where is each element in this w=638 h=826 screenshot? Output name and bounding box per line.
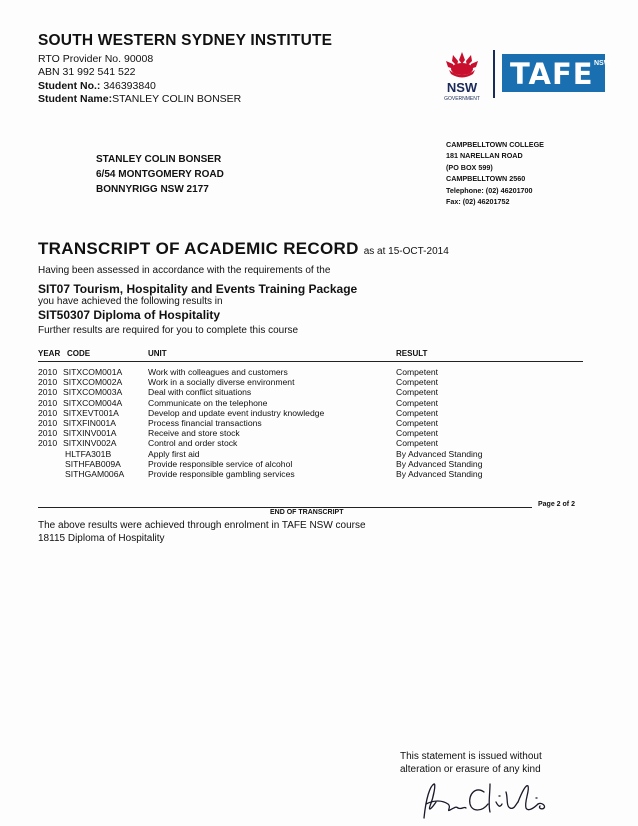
table-row [38, 469, 583, 479]
cell-unit: Receive and store stock [148, 428, 240, 439]
cell-code: SITHGAM006A [65, 468, 125, 479]
table-header-rule [38, 361, 583, 362]
cell-code: SITXCOM001A [63, 367, 123, 377]
cell-code: SITXINV001A [63, 428, 117, 439]
cell-year: 2010 [38, 367, 58, 377]
rto-provider: RTO Provider No. 90008 [38, 53, 154, 65]
cell-year: 2010 [38, 428, 58, 439]
college-line: Telephone: (02) 46201700 [446, 185, 533, 195]
cell-result: Competent [396, 438, 439, 449]
table-row [38, 377, 583, 387]
cell-code: SITXCOM002A [63, 377, 123, 388]
college-line: CAMPBELLTOWN 2560 [446, 174, 526, 184]
qualification-title: SIT50307 Diploma of Hospitality [38, 308, 221, 322]
transcript-date: as at 15-OCT-2014 [363, 246, 449, 257]
results-table [38, 367, 583, 479]
cell-unit: Provide responsible gambling services [148, 468, 295, 479]
table-row [38, 367, 583, 377]
cell-code: SITXEVT001A [63, 407, 119, 418]
college-address [446, 139, 544, 207]
student-name [38, 93, 241, 105]
cell-code: SITXINV002A [63, 438, 117, 449]
nsw-logo-subtext: GOVERNMENT [444, 96, 480, 102]
student-number-value: 346393840 [103, 80, 156, 92]
cell-unit: Work in a socially diverse environment [148, 377, 295, 388]
cell-code: HLTFA301B [65, 448, 112, 459]
transcript-title-text: TRANSCRIPT OF ACADEMIC RECORD [38, 239, 359, 258]
table-row [38, 387, 583, 397]
course-name: 18115 Diploma of Hospitality [38, 533, 165, 544]
cell-code: SITHFAB009A [65, 458, 121, 469]
tafe-nsw-logo [502, 54, 611, 92]
table-row [38, 428, 583, 438]
cell-unit: Control and order stock [148, 438, 238, 449]
cell-unit: Develop and update event industry knowledge [148, 407, 325, 418]
college-line: CAMPBELLTOWN COLLEGE [446, 140, 544, 149]
nsw-government-logo [436, 50, 488, 102]
page-number: Page 2 of 2 [538, 501, 575, 508]
address-line: 6/54 MONTGOMERY ROAD [96, 169, 224, 180]
college-line: Fax: (02) 46201752 [446, 197, 510, 207]
enrolment-statement: The above results were achieved through enrolment in TAFE NSW course [38, 520, 366, 531]
tafe-logo-text: TAFE [510, 57, 594, 91]
cell-result: By Advanced Standing [396, 468, 483, 479]
cell-result: Competent [396, 428, 439, 439]
institute-name: SOUTH WESTERN SYDNEY INSTITUTE [38, 32, 333, 49]
table-row [38, 438, 583, 448]
header-unit: UNIT [148, 349, 167, 358]
table-row [38, 449, 583, 459]
cell-result: Competent [396, 417, 439, 428]
logo-divider [493, 50, 495, 98]
cell-unit: Provide responsible service of alcohol [148, 458, 293, 469]
achieved-statement: you have achieved the following results in [38, 296, 223, 307]
issue-statement-line: alteration or erasure of any kind [400, 764, 541, 775]
cell-year: 2010 [38, 438, 58, 449]
cell-result: Competent [396, 407, 439, 418]
table-row [38, 408, 583, 418]
cell-result: By Advanced Standing [396, 458, 483, 469]
cell-result: Competent [396, 377, 439, 388]
cell-year: 2010 [38, 387, 58, 398]
header-code: CODE [67, 349, 91, 358]
address-line: BONNYRIGG NSW 2177 [96, 184, 209, 195]
student-name-value: STANLEY COLIN BONSER [112, 93, 242, 105]
cell-result: Competent [396, 387, 439, 398]
cell-result: Competent [396, 367, 439, 377]
cell-code: SITXCOM003A [63, 387, 123, 398]
header-year: YEAR [38, 349, 61, 358]
signature-image [418, 778, 553, 824]
cell-result: Competent [396, 397, 439, 408]
cell-unit: Work with colleagues and customers [148, 367, 288, 377]
transcript-title [38, 239, 449, 259]
cell-unit: Deal with conflict situations [148, 387, 252, 398]
cell-unit: Communicate on the telephone [148, 397, 268, 408]
cell-code: SITXFIN001A [63, 417, 117, 428]
college-line: (PO BOX 599) [446, 162, 493, 172]
table-row [38, 418, 583, 428]
student-number [38, 80, 156, 92]
student-name-label: Student Name: [38, 93, 113, 105]
cell-unit: Process financial transactions [148, 417, 262, 428]
address-line: STANLEY COLIN BONSER [96, 154, 222, 165]
issue-statement-line: This statement is issued without [400, 751, 542, 762]
cell-year: 2010 [38, 397, 58, 408]
training-package: SIT07 Tourism, Hospitality and Events Training Package [38, 282, 358, 296]
end-of-transcript-rule [38, 507, 532, 508]
cell-unit: Apply first aid [148, 448, 200, 459]
nsw-logo-text: NSW [446, 80, 478, 95]
tafe-logo-nsw: NSW [594, 60, 611, 67]
end-of-transcript-label: END OF TRANSCRIPT [270, 509, 344, 516]
cell-result: By Advanced Standing [396, 448, 483, 459]
college-line: 181 NARELLAN ROAD [446, 151, 523, 161]
table-row [38, 398, 583, 408]
cell-code: SITXCOM004A [63, 397, 123, 408]
table-row [38, 459, 583, 469]
cell-year: 2010 [38, 377, 58, 388]
assessed-statement: Having been assessed in accordance with the requirements of the [38, 265, 331, 276]
further-results-note: Further results are required for you to complete this course [38, 325, 299, 336]
abn: ABN 31 992 541 522 [38, 66, 136, 78]
cell-year: 2010 [38, 407, 58, 418]
student-number-label: Student No.: [38, 80, 101, 92]
student-address [96, 152, 224, 197]
header-result: RESULT [396, 349, 428, 358]
cell-year: 2010 [38, 417, 58, 428]
